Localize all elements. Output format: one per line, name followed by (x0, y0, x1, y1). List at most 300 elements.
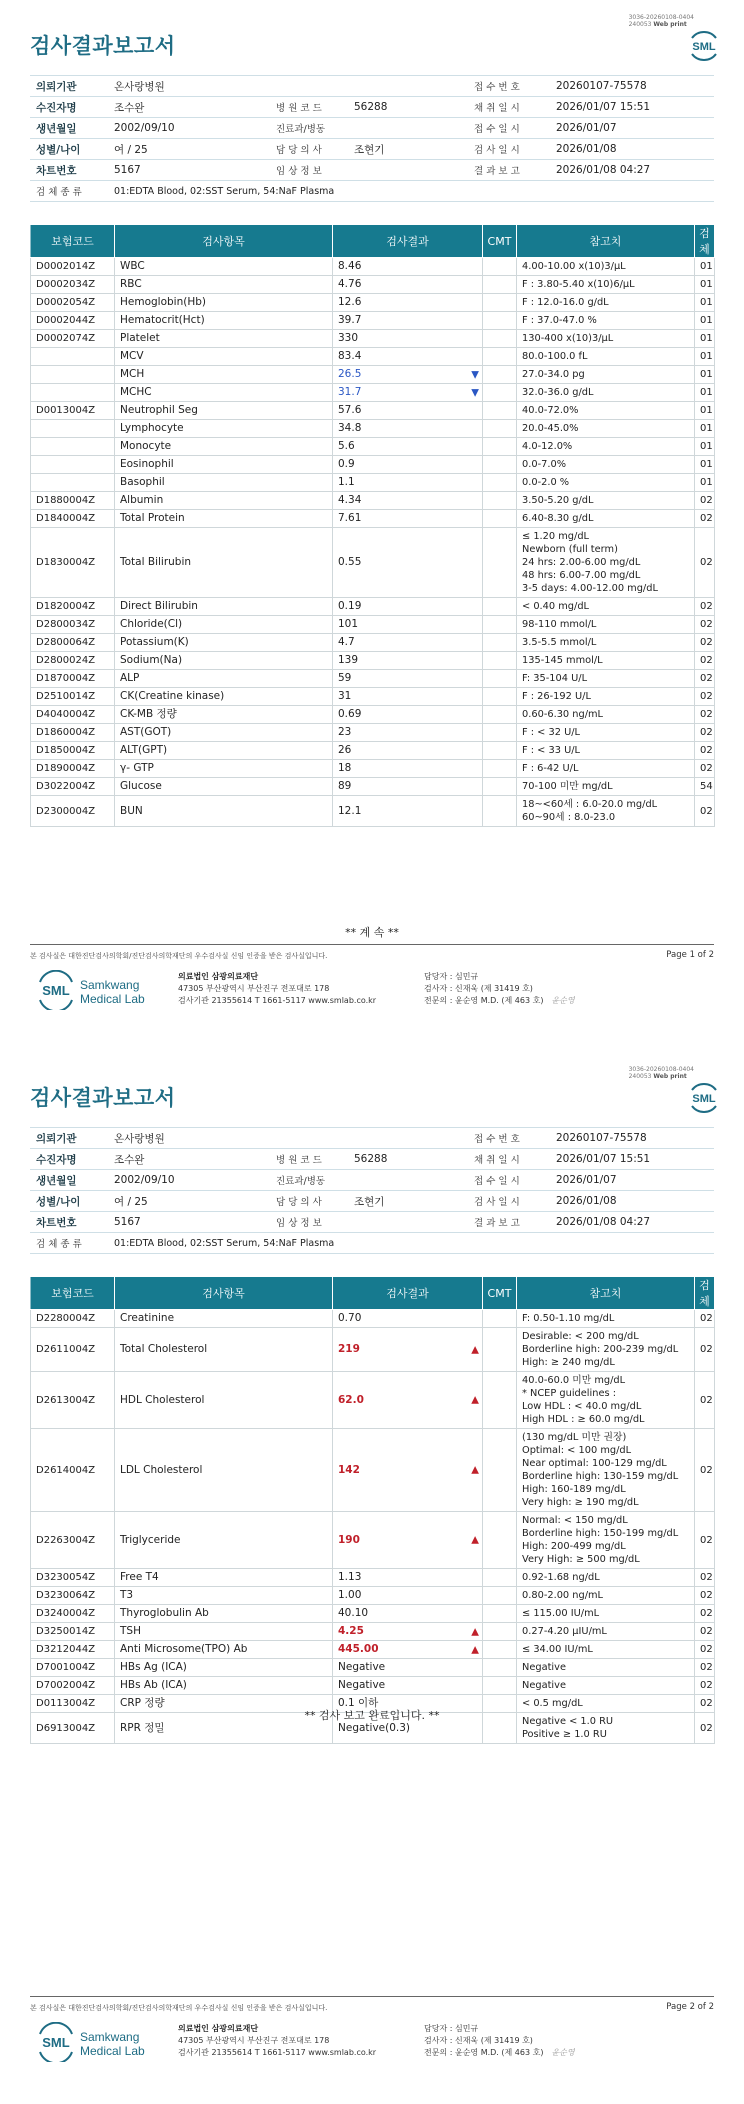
patient-name-value: 조수완 (108, 1149, 270, 1170)
result-value: 139 (338, 654, 359, 666)
institution-value: 온사랑병원 (108, 1128, 270, 1149)
insurance-code: D4040004Z (31, 706, 115, 724)
test-item: Thyroglobulin Ab (115, 1605, 333, 1623)
patient-name-value: 조수완 (108, 97, 270, 118)
completed-note: ** 검사 보고 완료입니다. ** (304, 1709, 440, 1722)
page-number: Page 2 of 2 (666, 2002, 714, 2012)
specimen-code: 02 (695, 528, 715, 598)
reference-line: 70-100 미만 mg/dL (522, 781, 613, 792)
comment-cell (483, 276, 517, 294)
reference-range (517, 294, 695, 312)
test-item: Total Bilirubin (115, 528, 333, 598)
reference-line: Low HDL : < 40.0 mg/dL (522, 1401, 642, 1412)
test-result (333, 616, 483, 634)
test-result (333, 670, 483, 688)
test-item: MCV (115, 348, 333, 366)
reference-range (517, 1587, 695, 1605)
doctor-value: 조현기 (348, 1191, 468, 1212)
specimen-code: 01 (695, 348, 715, 366)
reference-line: High: 200-499 mg/dL (522, 1541, 626, 1552)
reference-line: 0.60-6.30 ng/mL (522, 709, 604, 720)
comment-cell (483, 616, 517, 634)
reference-line: 18~<60세 : 6.0-20.0 mg/dL (522, 799, 658, 810)
test-result (333, 634, 483, 652)
continued-note: ** 계 속 ** (345, 926, 399, 939)
col-header-ref: 참고치 (517, 225, 695, 258)
reference-range (517, 1623, 695, 1641)
reference-range (517, 510, 695, 528)
test-result (333, 1328, 483, 1372)
reference-range (517, 1429, 695, 1512)
specimen-code: 01 (695, 312, 715, 330)
comment-cell (483, 706, 517, 724)
specimen-code: 01 (695, 258, 715, 276)
reference-line: < 0.5 mg/dL (522, 1698, 583, 1709)
specimen-code: 02 (695, 1372, 715, 1429)
comment-cell (483, 438, 517, 456)
result-value: 4.7 (338, 636, 355, 648)
collect-date-value: 2026/01/07 15:51 (550, 97, 714, 118)
result-value: 5.6 (338, 440, 355, 452)
certification-note: 본 검사실은 대한진단검사의학회/진단검사의학재단의 우수검사실 신임 인증을 받은 검사실입니다. (30, 952, 328, 960)
test-item: Platelet (115, 330, 333, 348)
reference-line: Negative (522, 1662, 566, 1673)
test-result (333, 760, 483, 778)
specimen-code: 02 (695, 706, 715, 724)
footer-divider (30, 944, 714, 945)
reference-line: 3.5-5.5 mmol/L (522, 637, 597, 648)
specimen-code: 02 (695, 634, 715, 652)
svg-text:Samkwang: Samkwang (80, 2030, 140, 2044)
reference-line: Newborn (full term) (522, 544, 618, 555)
col-header-result: 검사결과 (333, 225, 483, 258)
reference-range (517, 402, 695, 420)
result-value: 12.6 (338, 296, 362, 308)
print-stamp: 3036-20260108-0404 240053 Web print (628, 1066, 694, 1080)
test-result (333, 438, 483, 456)
comment-cell (483, 1429, 517, 1512)
result-value: 12.1 (338, 804, 362, 817)
staff-info: 담당자 : 심민규 검사자 : 신재욱 (제 31419 호) 전문의 : 윤순영 M.D. (제 463 호) 윤순영 (424, 2024, 575, 2057)
table-row (31, 294, 715, 312)
hospital-code-value: 56288 (348, 97, 468, 118)
result-value: 0.19 (338, 600, 362, 612)
test-result (333, 258, 483, 276)
reference-line: F : 26-192 U/L (522, 691, 591, 702)
table-row (31, 510, 715, 528)
insurance-code: D3230054Z (31, 1569, 115, 1587)
insurance-code: D2613004Z (31, 1372, 115, 1429)
result-value: 1.1 (338, 476, 355, 488)
comment-cell (483, 598, 517, 616)
chart-no-value: 5167 (108, 160, 270, 181)
reference-range (517, 724, 695, 742)
specimen-code: 02 (695, 796, 715, 827)
specimen-code: 02 (695, 652, 715, 670)
org-info: 의료법인 삼광의료재단 47305 부산광역시 부산진구 전포대로 178 검사기관 21355614 T 1661-5117 www.smlab.co.kr (178, 972, 377, 1005)
reference-range (517, 1310, 695, 1328)
specimen-code: 02 (695, 1623, 715, 1641)
specimen-code: 02 (695, 1713, 715, 1744)
insurance-code (31, 474, 115, 492)
comment-cell (483, 474, 517, 492)
reference-range (517, 1659, 695, 1677)
reference-line: 40.0-72.0% (522, 405, 579, 416)
test-item: CK(Creatine kinase) (115, 688, 333, 706)
test-result (333, 474, 483, 492)
specimen-code: 02 (695, 1587, 715, 1605)
table-row (31, 1623, 715, 1641)
reference-range (517, 492, 695, 510)
test-item: Potassium(K) (115, 634, 333, 652)
insurance-code: D3230064Z (31, 1587, 115, 1605)
col-header-ref: 참고치 (517, 1277, 695, 1310)
test-item: CRP 정량 (115, 1695, 333, 1713)
comment-cell (483, 456, 517, 474)
reference-line: High HDL : ≥ 60.0 mg/dL (522, 1414, 645, 1425)
comment-cell (483, 1659, 517, 1677)
test-result (333, 1641, 483, 1659)
reference-line: Negative (522, 1680, 566, 1691)
table-row (31, 1372, 715, 1429)
patient-info-table: 의뢰기관 온사랑병원 접 수 번 호 20260107-75578 수진자명 조수완 병 원 코 드 56288 채 취 일 시 2026/01/07 15:51 생년월일 2002/09/10 진료과/병동 접 수 일 시 2026/01/07 성별/나이 여 / 25 담 당 의 사 조현기 검 사 일 시 2026/01/08 차트번호 5167 임 상 정 보 결 과 보 고 2026/01/08 04:27 검 체 종 류 01:EDTA Blood, 02:SST Serum, 54:NaF Plasma (30, 1127, 714, 1254)
reference-line: Borderline high: 150-199 mg/dL (522, 1528, 679, 1539)
col-header-result: 검사결과 (333, 1277, 483, 1310)
comment-cell (483, 1587, 517, 1605)
reference-range (517, 1569, 695, 1587)
high-flag-icon: ▲ (471, 1344, 479, 1355)
specimen-code: 02 (695, 1429, 715, 1512)
sml-logo-icon (686, 28, 722, 64)
reference-line: 135-145 mmol/L (522, 655, 603, 666)
test-item: CK-MB 정량 (115, 706, 333, 724)
test-result (333, 724, 483, 742)
specimen-code: 02 (695, 598, 715, 616)
specimen-code: 02 (695, 670, 715, 688)
insurance-code: D3250014Z (31, 1623, 115, 1641)
test-result (333, 778, 483, 796)
insurance-code: D7001004Z (31, 1659, 115, 1677)
reference-line: ≤ 1.20 mg/dL (522, 531, 589, 542)
test-result (333, 528, 483, 598)
comment-cell (483, 312, 517, 330)
reference-range (517, 366, 695, 384)
result-value: 7.61 (338, 512, 362, 524)
test-item: MCH (115, 366, 333, 384)
result-value: 1.13 (338, 1571, 362, 1583)
test-result (333, 312, 483, 330)
table-row (31, 330, 715, 348)
comment-cell (483, 1310, 517, 1328)
result-value: 0.1 이하 (338, 1697, 379, 1709)
insurance-code: D6913004Z (31, 1713, 115, 1744)
result-value: 0.69 (338, 708, 362, 720)
reference-range (517, 1372, 695, 1429)
reference-range (517, 528, 695, 598)
table-row (31, 420, 715, 438)
specimen-code: 01 (695, 474, 715, 492)
result-value: 445.00 (338, 1643, 379, 1655)
reference-line: 60~90세 : 8.0-23.0 (522, 812, 616, 823)
result-value: 219 (338, 1343, 360, 1355)
test-result (333, 1659, 483, 1677)
result-value: 18 (338, 762, 352, 774)
table-row (31, 706, 715, 724)
comment-cell (483, 1569, 517, 1587)
result-value: 1.00 (338, 1589, 362, 1601)
specimen-code: 02 (695, 1641, 715, 1659)
reference-line: 4.00-10.00 x(10)3/μL (522, 261, 626, 272)
doctor-value: 조현기 (348, 139, 468, 160)
specimen-code: 01 (695, 420, 715, 438)
reference-line: (130 mg/dL 미만 권장) (522, 1432, 627, 1443)
insurance-code (31, 438, 115, 456)
reference-line: Near optimal: 100-129 mg/dL (522, 1458, 667, 1469)
reference-line: 20.0-45.0% (522, 423, 579, 434)
insurance-code (31, 366, 115, 384)
samkwang-logo-icon (36, 2022, 176, 2062)
comment-cell (483, 778, 517, 796)
reference-line: Optimal: < 100 mg/dL (522, 1445, 632, 1456)
page-title: 검사결과보고서 (30, 1086, 176, 1110)
table-row (31, 1605, 715, 1623)
table-row (31, 796, 715, 827)
birth-value: 2002/09/10 (108, 1170, 270, 1191)
reference-line: F : 37.0-47.0 % (522, 315, 597, 326)
result-value: 4.34 (338, 494, 362, 506)
insurance-code: D0002034Z (31, 276, 115, 294)
birth-value: 2002/09/10 (108, 118, 270, 139)
reference-line: High: 160-189 mg/dL (522, 1484, 626, 1495)
table-row (31, 1677, 715, 1695)
table-row (31, 366, 715, 384)
comment-cell (483, 1512, 517, 1569)
clinical-info-value (348, 1212, 468, 1233)
specimen-code: 02 (695, 724, 715, 742)
specimen-code: 02 (695, 492, 715, 510)
reference-line: 6.40-8.30 g/dL (522, 513, 594, 524)
report-date-value: 2026/01/08 04:27 (550, 160, 714, 181)
samkwang-logo-icon (36, 970, 176, 1010)
comment-cell (483, 366, 517, 384)
reference-line: 3-5 days: 4.00-12.00 mg/dL (522, 583, 658, 594)
comment-cell (483, 420, 517, 438)
comment-cell (483, 724, 517, 742)
specimen-code: 02 (695, 1569, 715, 1587)
reference-line: Borderline high: 130-159 mg/dL (522, 1471, 679, 1482)
table-row (31, 616, 715, 634)
insurance-code: D7002004Z (31, 1677, 115, 1695)
reference-line: Negative < 1.0 RU (522, 1716, 614, 1727)
results-table-page-2 (30, 1276, 715, 1744)
result-value: 142 (338, 1463, 360, 1476)
high-flag-icon: ▲ (471, 1394, 479, 1406)
table-row (31, 312, 715, 330)
test-item: Monocyte (115, 438, 333, 456)
specimen-code: 02 (695, 760, 715, 778)
insurance-code: D0002044Z (31, 312, 115, 330)
test-result (333, 294, 483, 312)
reference-range (517, 474, 695, 492)
test-result (333, 1372, 483, 1429)
table-row (31, 634, 715, 652)
signature: 윤순영 (551, 2048, 575, 2057)
comment-cell (483, 670, 517, 688)
insurance-code (31, 420, 115, 438)
table-row (31, 724, 715, 742)
test-item: Hematocrit(Hct) (115, 312, 333, 330)
reference-range (517, 1641, 695, 1659)
test-result (333, 384, 483, 402)
result-value: 4.76 (338, 278, 362, 290)
test-result (333, 348, 483, 366)
reference-range (517, 384, 695, 402)
insurance-code (31, 384, 115, 402)
hospital-code-value: 56288 (348, 1149, 468, 1170)
result-value: 101 (338, 618, 359, 630)
result-value: 190 (338, 1533, 360, 1546)
org-info: 의료법인 삼광의료재단 47305 부산광역시 부산진구 전포대로 178 검사기관 21355614 T 1661-5117 www.smlab.co.kr (178, 2024, 377, 2057)
receipt-no-value: 20260107-75578 (550, 1128, 714, 1149)
insurance-code: D3240004Z (31, 1605, 115, 1623)
specimen-code: 02 (695, 1512, 715, 1569)
test-date-value: 2026/01/08 (550, 139, 714, 160)
table-row (31, 456, 715, 474)
specimen-value: 01:EDTA Blood, 02:SST Serum, 54:NaF Plasma (108, 1233, 714, 1254)
test-result (333, 1623, 483, 1641)
reference-line: < 0.40 mg/dL (522, 601, 589, 612)
test-result (333, 366, 483, 384)
reference-line: 48 hrs: 6.00-7.00 mg/dL (522, 570, 641, 581)
comment-cell (483, 634, 517, 652)
col-header-specimen: 검체 (695, 1277, 715, 1310)
reference-line: ≤ 34.00 IU/mL (522, 1644, 593, 1655)
dept-value (348, 1170, 468, 1191)
table-row (31, 1429, 715, 1512)
reference-line: ≤ 115.00 IU/mL (522, 1608, 600, 1619)
col-header-code: 보험코드 (31, 225, 115, 258)
test-result (333, 688, 483, 706)
result-value: 330 (338, 332, 359, 344)
high-flag-icon: ▲ (471, 1644, 479, 1655)
result-value: Negative(0.3) (338, 1721, 411, 1734)
staff-info: 담당자 : 심민규 검사자 : 신재욱 (제 31419 호) 전문의 : 윤순영 M.D. (제 463 호) 윤순영 (424, 972, 575, 1005)
institution-value: 온사랑병원 (108, 76, 270, 97)
comment-cell (483, 402, 517, 420)
result-value: 83.4 (338, 350, 362, 362)
page-title: 검사결과보고서 (30, 34, 176, 58)
specimen-code: 02 (695, 1328, 715, 1372)
col-header-code: 보험코드 (31, 1277, 115, 1310)
comment-cell (483, 760, 517, 778)
test-result (333, 598, 483, 616)
high-flag-icon: ▲ (471, 1534, 479, 1546)
specimen-code: 02 (695, 1695, 715, 1713)
reference-line: 0.80-2.00 ng/mL (522, 1590, 604, 1601)
print-stamp: 3036-20260108-0404 240053 Web print (628, 14, 694, 28)
reference-range (517, 670, 695, 688)
table-row (31, 688, 715, 706)
specimen-code: 02 (695, 1659, 715, 1677)
specimen-code: 01 (695, 294, 715, 312)
result-value: 4.25 (338, 1625, 364, 1637)
table-row (31, 492, 715, 510)
test-item: Anti Microsome(TPO) Ab (115, 1641, 333, 1659)
test-item: ALP (115, 670, 333, 688)
reference-range (517, 312, 695, 330)
reference-line: F : 12.0-16.0 g/dL (522, 297, 609, 308)
test-item: Total Cholesterol (115, 1328, 333, 1372)
reference-line: F : 3.80-5.40 x(10)6/μL (522, 279, 635, 290)
table-row (31, 652, 715, 670)
specimen-code: 01 (695, 366, 715, 384)
insurance-code: D0002054Z (31, 294, 115, 312)
patient-info-table: 의뢰기관 온사랑병원 접 수 번 호 20260107-75578 수진자명 조수완 병 원 코 드 56288 채 취 일 시 2026/01/07 15:51 생년월일 2002/09/10 진료과/병동 접 수 일 시 2026/01/07 성별/나이 여 / 25 담 당 의 사 조현기 검 사 일 시 2026/01/08 차트번호 5167 임 상 정 보 결 과 보 고 2026/01/08 04:27 검 체 종 류 01:EDTA Blood, 02:SST Serum, 54:NaF Plasma (30, 75, 714, 202)
test-item: HBs Ab (ICA) (115, 1677, 333, 1695)
insurance-code: D2800064Z (31, 634, 115, 652)
reference-range (517, 652, 695, 670)
reference-line: F : 6-42 U/L (522, 763, 579, 774)
result-value: 0.9 (338, 458, 355, 470)
table-row (31, 258, 715, 276)
signature: 윤순영 (551, 996, 575, 1005)
comment-cell (483, 1677, 517, 1695)
insurance-code: D2611004Z (31, 1328, 115, 1372)
comment-cell (483, 796, 517, 827)
test-item: Chloride(Cl) (115, 616, 333, 634)
reference-line: High: ≥ 240 mg/dL (522, 1357, 615, 1368)
comment-cell (483, 652, 517, 670)
comment-cell (483, 384, 517, 402)
result-value: 31.7 (338, 386, 362, 398)
table-row (31, 474, 715, 492)
col-header-cmt: CMT (483, 1277, 517, 1310)
test-result (333, 1677, 483, 1695)
insurance-code: D1850004Z (31, 742, 115, 760)
svg-text:SML: SML (42, 983, 70, 998)
reference-line: 24 hrs: 2.00-6.00 mg/dL (522, 557, 641, 568)
comment-cell (483, 528, 517, 598)
table-row (31, 438, 715, 456)
insurance-code: D0002014Z (31, 258, 115, 276)
test-item: Creatinine (115, 1310, 333, 1328)
specimen-code: 02 (695, 1677, 715, 1695)
comment-cell (483, 348, 517, 366)
result-value: Negative (338, 1661, 386, 1673)
reference-range (517, 1605, 695, 1623)
reference-range (517, 616, 695, 634)
insurance-code: D2510014Z (31, 688, 115, 706)
reference-range (517, 330, 695, 348)
low-flag-icon: ▼ (471, 369, 479, 380)
test-item: ALT(GPT) (115, 742, 333, 760)
test-result (333, 1310, 483, 1328)
test-result (333, 1587, 483, 1605)
table-row (31, 528, 715, 598)
insurance-code: D3212044Z (31, 1641, 115, 1659)
reference-line: 0.0-2.0 % (522, 477, 570, 488)
table-row (31, 598, 715, 616)
test-result (333, 402, 483, 420)
test-result (333, 510, 483, 528)
reference-range (517, 778, 695, 796)
reference-line: Normal: < 150 mg/dL (522, 1515, 628, 1526)
test-item: Glucose (115, 778, 333, 796)
comment-cell (483, 1372, 517, 1429)
test-result (333, 1605, 483, 1623)
reference-line: 80.0-100.0 fL (522, 351, 588, 362)
test-item: RPR 정밀 (115, 1713, 333, 1744)
